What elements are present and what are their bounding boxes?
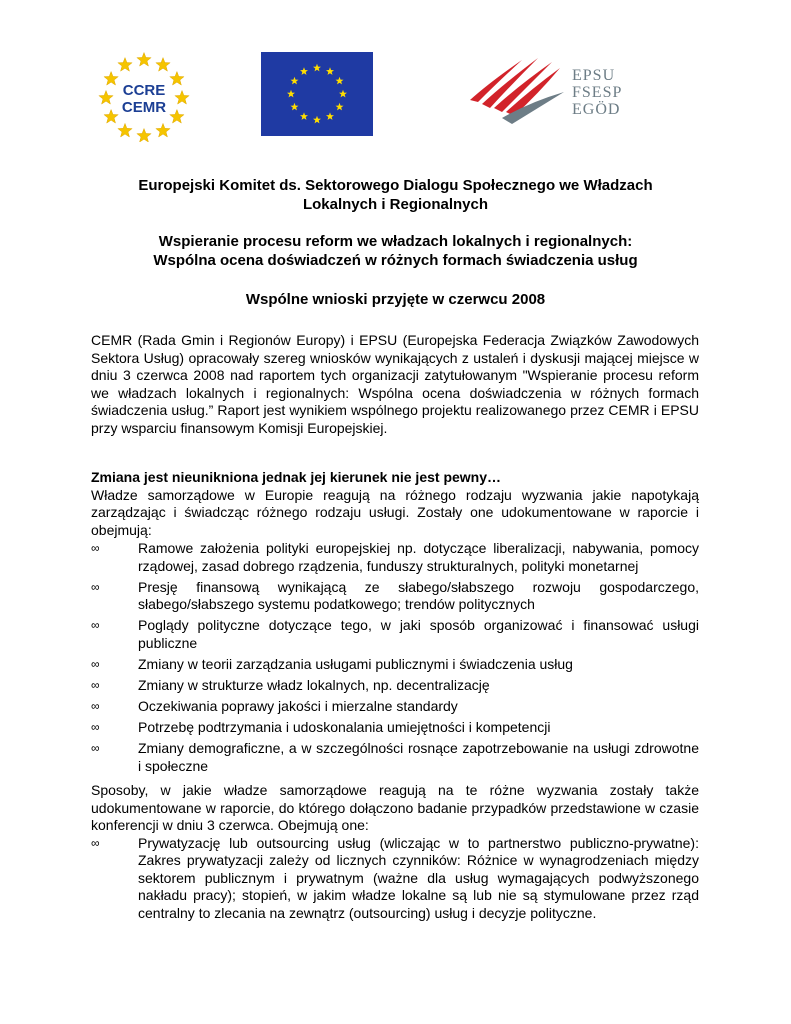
subtitle-line-1: Wspieranie procesu reform we władzach lokalnych i regionalnych: <box>158 233 633 250</box>
star-icon <box>137 53 151 67</box>
list-item-text: Zmiany w teorii zarządzania usługami publicznymi i świadczenia usług <box>138 655 573 672</box>
fsesp-text: FSESP <box>572 84 623 101</box>
list-item-text: Oczekiwania poprawy jakości i mierzalne standardy <box>138 697 458 714</box>
list-item-text: Ramowe założenia polityki europejskiej np. dotyczące liberalizacji, nabywania, pomocy rządowej, zasad dobrego rządzenia, funduszy strukturalnych, polityki monetarnej <box>138 540 699 574</box>
title-line-2: Lokalnych i Regionalnych <box>302 196 489 213</box>
star-icon <box>156 123 170 137</box>
star-icon <box>104 110 118 124</box>
star-icon <box>175 91 189 105</box>
list-item <box>91 698 699 716</box>
challenges-list <box>91 540 699 775</box>
bullet-icon: ∞ <box>91 541 100 555</box>
list-item <box>91 677 699 695</box>
section-heading: Zmiana jest nieunikniona jednak jej kierunek nie jest pewny… <box>91 469 502 485</box>
list-item-text: Presję finansową wynikającą ze słabego/słabszego rozwoju gospodarczego, słabego/słabszego systemu podatkowego; trendów politycznych <box>138 578 699 613</box>
list-item-text: Zmiany demograficzne, a w szczególności rosnące zapotrzebowanie na usługi zdrowotne i społeczne <box>138 740 699 774</box>
eu-flag-logo <box>261 52 373 136</box>
star-icon <box>104 72 118 86</box>
list-item-text: Zmiany w strukturze władz lokalnych, np. decentralizację <box>138 676 490 693</box>
bullet-icon: ∞ <box>91 656 100 671</box>
list-item <box>91 617 699 652</box>
document-headings <box>80 176 711 309</box>
conclusions-heading: Wspólne wnioski przyjęte w czerwcu 2008 <box>245 291 546 308</box>
star-icon <box>118 58 132 72</box>
bullet-icon: ∞ <box>91 579 100 594</box>
cemr-text: CEMR <box>121 99 167 116</box>
list-item-text: Prywatyzację lub outsourcing usług (wliczając w to partnerstwo publiczno-prywatne): Zakres prywatyzacji zależy od licznych czynników: Różnice w wynagrodzeniach między sektorem publicznym i prywatnym (ważne dla usług wymagających podwyższonego nakładu pracy); stopień, w jakim władze lokalne są lub nie są stymulowane przez rząd centralny to zlecania na zewnątrz (outsourcing) usług i decyzje polityczne. <box>138 834 699 921</box>
document-subtitle <box>80 232 711 270</box>
intro-paragraph <box>91 332 699 437</box>
star-icon <box>99 91 113 105</box>
responses-list <box>91 835 699 923</box>
bullet-icon: ∞ <box>91 720 100 735</box>
section-intro: Władze samorządowe w Europie reagują na różnego rodzaju wyzwania jakie napotykają zarządzając i świadcząc różnego rodzaju usługi. Zostały one udokumentowane w raporcie i obejmują: <box>91 486 699 538</box>
intro-text: CEMR (Rada Gmin i Regionów Europy) i EPSU (Europejska Federacja Związków Zawodowych Sektora Usług) opracowały szereg wniosków wynikających z ustaleń i dyskusji mającej miejsce w dniu 3 czerwca 2008 nad raportem tych organizacji zatytułowanym "Wspieranie procesu reform we władzach lokalnych i regionalnych: Wspólna ocena doświadczenia w różnych formach świadczenia usług.” Raport jest wynikiem wspólnego projektu realizowanego przez CEMR i EPSU przy wsparciu finansowym Komisji Europejskiej. <box>91 332 699 436</box>
subtitle-line-2: Wspólna ocena doświadczeń w różnych formach świadczenia usług <box>153 252 638 269</box>
list-item <box>91 740 699 775</box>
bullet-icon: ∞ <box>91 698 100 713</box>
egod-text: EGÖD <box>572 101 621 118</box>
list-item-text: Potrzebę podtrzymania i udoskonalania umiejętności i kompetencji <box>138 719 551 736</box>
section-challenges <box>91 469 699 775</box>
list-item <box>91 656 699 674</box>
bullet-icon: ∞ <box>91 741 100 756</box>
list-item <box>91 579 699 614</box>
bullet-icon: ∞ <box>91 618 100 633</box>
star-icon <box>118 123 132 137</box>
star-icon <box>170 110 184 124</box>
star-icon <box>170 72 184 86</box>
logo-row <box>0 0 791 150</box>
list-item <box>91 835 699 923</box>
title-line-1: Europejski Komitet ds. Sektorowego Dialogu Społecznego we Władzach <box>138 177 653 194</box>
star-icon <box>137 129 151 143</box>
section-responses <box>91 782 699 922</box>
epsu-logo <box>460 52 640 132</box>
bullet-icon: ∞ <box>91 677 100 692</box>
list-item <box>91 719 699 737</box>
bullet-icon: ∞ <box>91 835 100 850</box>
ccre-cemr-logo <box>96 52 192 142</box>
star-icon <box>156 58 170 72</box>
section-intro: Sposoby, w jakie władze samorządowe reagują na te różne wyzwania zostały także udokumentowane w raporcie, do którego dołączono badanie przypadków przedstawione w czasie konferencji w dniu 3 czerwca. Obejmują one: <box>91 782 699 833</box>
list-item-text: Poglądy polityczne dotyczące tego, w jaki sposób organizować i finansować usługi publiczne <box>138 617 699 651</box>
epsu-text: EPSU <box>572 67 616 84</box>
document-title <box>80 176 711 214</box>
ccre-text: CCRE <box>122 82 166 99</box>
list-item <box>91 540 699 575</box>
